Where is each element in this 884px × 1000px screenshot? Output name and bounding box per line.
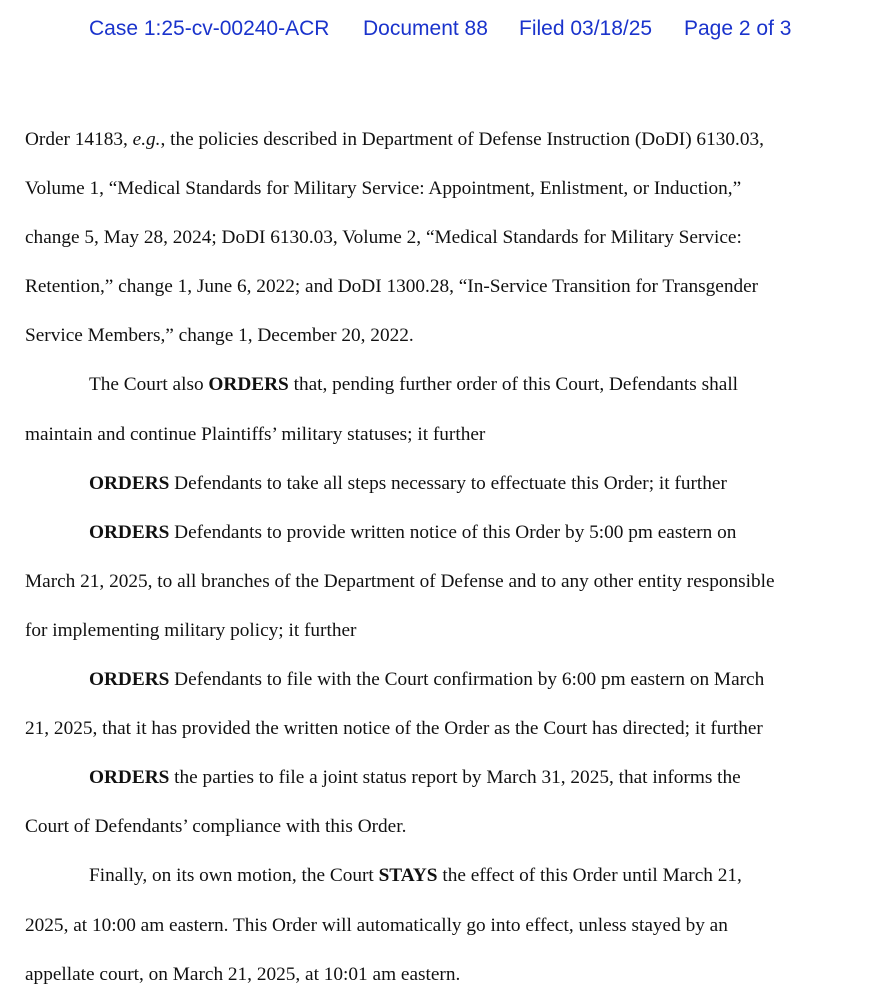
body-line-2: Volume 1, “Medical Standards for Military Service: Appointment, Enlistment, or Induction,” — [25, 178, 742, 200]
body-line-8: ORDERS Defendants to take all steps necessary to effectuate this Order; it further — [89, 472, 727, 494]
orders-keyword: ORDERS — [89, 472, 170, 494]
body-line-15: Court of Defendants’ compliance with this Order. — [25, 816, 407, 838]
orders-keyword: ORDERS — [89, 521, 170, 543]
body-line-17: 2025, at 10:00 am eastern. This Order will automatically go into effect, unless stayed by an — [25, 914, 728, 936]
body-line-6: The Court also ORDERS that, pending further order of this Court, Defendants shall — [89, 374, 739, 396]
body-line-5: Service Members,” change 1, December 20, 2022. — [25, 325, 414, 347]
body-line-16: Finally, on its own motion, the Court STAYS the effect of this Order until March 21, — [89, 865, 742, 887]
stays-keyword: STAYS — [378, 865, 438, 887]
case-header — [0, 14, 884, 44]
case-number: Case 1:25-cv-00240-ACR — [89, 17, 330, 40]
order-body — [25, 115, 875, 999]
body-line-11: for implementing military policy; it further — [25, 619, 357, 641]
body-line-18: appellate court, on March 21, 2025, at 10:01 am eastern. — [25, 963, 461, 985]
body-line-13: 21, 2025, that it has provided the written notice of the Order as the Court has directed; it further — [25, 718, 763, 740]
body-line-1: Order 14183, e.g., the policies described in Department of Defense Instruction (DoDI) 6130.03, — [25, 129, 764, 150]
eg-italic: e.g. — [132, 129, 161, 150]
body-line-10: March 21, 2025, to all branches of the Department of Defense and to any other entity responsible — [25, 570, 775, 592]
document-number: Document 88 — [363, 17, 488, 40]
orders-keyword: ORDERS — [208, 374, 289, 396]
body-line-14: ORDERS the parties to file a joint status report by March 31, 2025, that informs the — [89, 767, 741, 789]
filed-date: Filed 03/18/25 — [519, 17, 653, 40]
body-line-7: maintain and continue Plaintiffs’ military statuses; it further — [25, 423, 486, 445]
body-line-4: Retention,” change 1, June 6, 2022; and DoDI 1300.28, “In-Service Transition for Transgender — [25, 276, 759, 298]
orders-keyword: ORDERS — [89, 767, 170, 789]
body-line-9: ORDERS Defendants to provide written notice of this Order by 5:00 pm eastern on — [89, 521, 737, 543]
orders-keyword: ORDERS — [89, 669, 170, 691]
body-line-3: change 5, May 28, 2024; DoDI 6130.03, Volume 2, “Medical Standards for Military Service: — [25, 227, 742, 249]
body-line-12: ORDERS Defendants to file with the Court confirmation by 6:00 pm eastern on March — [89, 669, 765, 691]
page-number: Page 2 of 3 — [684, 17, 792, 40]
